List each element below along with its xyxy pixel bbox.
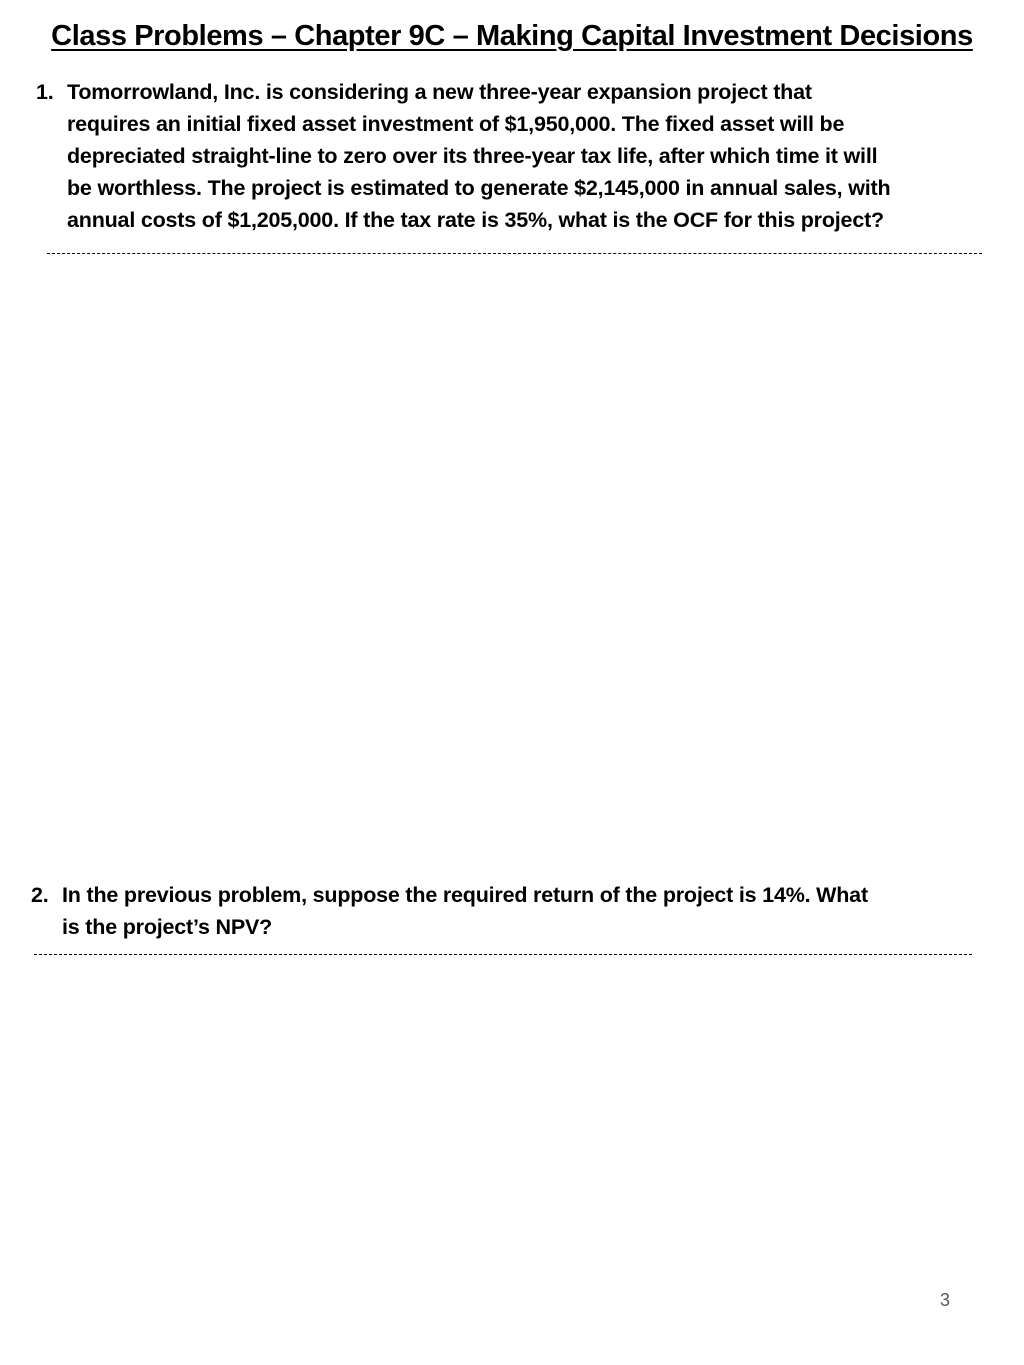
page-title: Class Problems – Chapter 9C – Making Capital Investment Decisions [51,20,973,52]
page-number: 3 [940,1290,951,1310]
problem-text-line: depreciated straight-line to zero over its three-year tax life, after which time it will [67,144,878,168]
problem-text [67,76,996,236]
answer-divider [47,253,982,254]
problem-text-line: Tomorrowland, Inc. is considering a new three-year expansion project that [67,80,812,104]
problem-2 [31,879,991,943]
problem-text-line: is the project’s NPV? [62,915,273,939]
problem-number: 2. [31,883,49,907]
problem-1 [36,76,996,236]
problem-number: 1. [36,80,54,104]
problem-text-line: In the previous problem, suppose the required return of the project is 14%. What [62,883,868,907]
problem-text-line: requires an initial fixed asset investment of $1,950,000. The fixed asset will be [67,112,845,136]
answer-divider [34,954,972,955]
problem-text [62,879,991,943]
problem-text-line: annual costs of $1,205,000. If the tax rate is 35%, what is the OCF for this project? [67,208,884,232]
problem-text-line: be worthless. The project is estimated to generate $2,145,000 in annual sales, with [67,176,891,200]
